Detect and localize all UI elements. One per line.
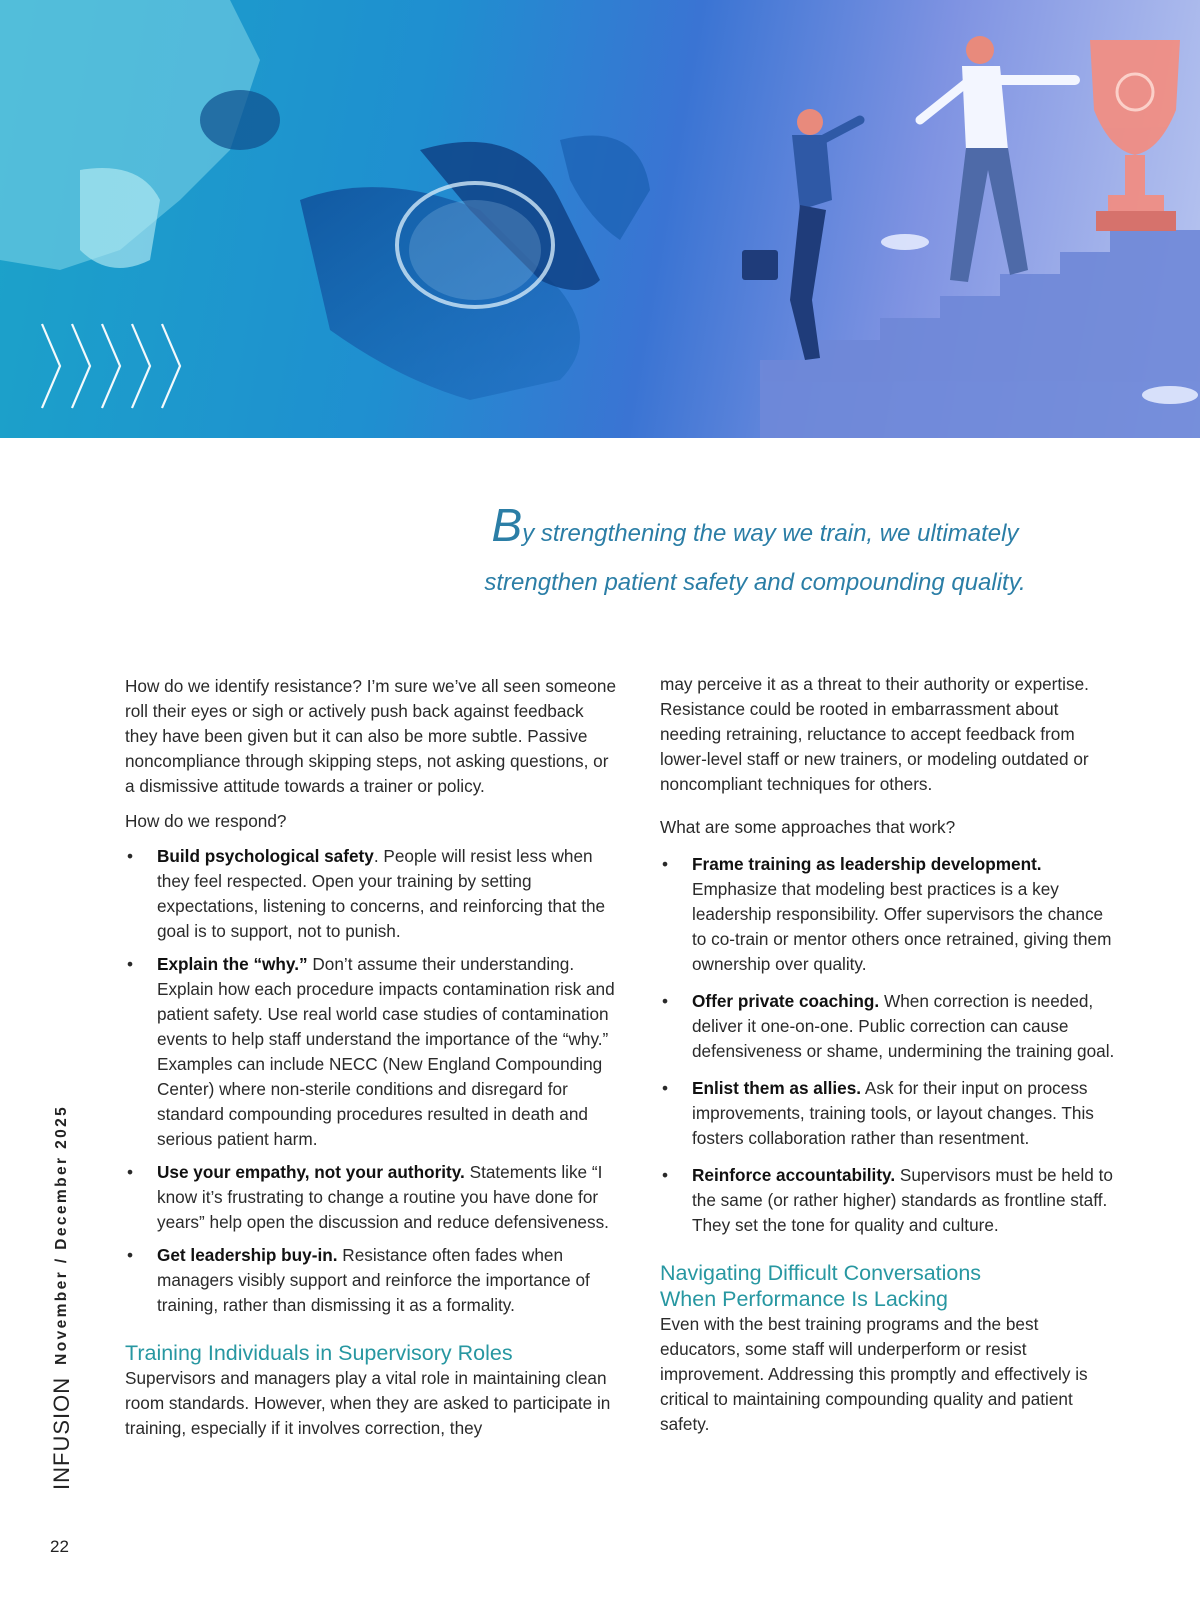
- vertical-issue-label: [47, 1104, 77, 1490]
- respond-bullet-list: [125, 844, 620, 1318]
- bullet-item: • Reinforce accountability. Supervisors must be held to the same (or rather higher) standards as frontline staff. They set the tone for quality and culture.: [662, 1165, 1113, 1235]
- bullet-item: • Use your empathy, not your authority. Statements like “I know it’s frustrating to change a routine you have done for years” help open the discussion and reduce defensiveness.: [127, 1162, 609, 1232]
- respond-paragraph: How do we respond?: [125, 811, 287, 831]
- pull-quote: [470, 499, 1040, 607]
- left-column: [125, 674, 620, 1451]
- page-number: 22: [50, 1537, 69, 1556]
- bullet-item: • Build psychological safety. People will resist less when they feel respected. Open your training by setting expectations, listening to concerns, and reinforcing that the goal is to support, not to punish.: [127, 846, 606, 941]
- hero-illustration: [0, 0, 1200, 438]
- staircase-icon: [760, 230, 1200, 438]
- issue-date: November / December 2025: [53, 1104, 70, 1365]
- intro-paragraph: How do we identify resistance? I’m sure we’ve all seen someone roll their eyes or sigh or actively push back against feedback they have been given but it can also be more subtle. Passive noncompliance through skipping steps, not asking questions, or a dismissive attitude towards a trainer or policy.: [125, 676, 617, 796]
- bullet-item: • Offer private coaching. When correction is needed, deliver it one-on-one. Public correction can cause defensiveness or shame, undermining the training goal.: [662, 991, 1115, 1061]
- approaches-bullet-list: [660, 852, 1120, 1238]
- section-heading: Training Individuals in Supervisory Roles: [125, 1341, 513, 1365]
- bullet-item: • Frame training as leadership development. Emphasize that modeling best practices is a key leadership responsibility. Offer supervisors the chance to co-train or mentor others once retrained, giving them ownership over quality.: [662, 854, 1112, 974]
- magazine-logo: INFUSION: [49, 1376, 74, 1490]
- bullet-item: • Enlist them as allies. Ask for their input on process improvements, training tools, or layout changes. This fosters collaboration rather than resentment.: [662, 1078, 1094, 1148]
- businessman-icon: [920, 36, 1075, 282]
- trophy-icon: [1090, 40, 1180, 231]
- continued-paragraph: may perceive it as a threat to their authority or expertise. Resistance could be rooted in embarrassment about needing retraining, reluctance to accept feedback from lower-level staff or new trainers, or modeling outdated or noncompliant techniques for others.: [660, 674, 1089, 794]
- approaches-paragraph: What are some approaches that work?: [660, 817, 956, 837]
- bullet-item: • Explain the “why.” Don’t assume their understanding. Explain how each procedure impacts contamination risk and patient safety. Use real world case studies of contamination events to help staff understand the importance of the “why.” Examples can include NECC (New England Compounding Center) where non-sterile conditions and disregard for standard compounding procedures resulted in death and serious patient harm.: [127, 954, 615, 1149]
- hero-image: [0, 0, 1200, 438]
- section-heading: Navigating Difficult Conversations When Performance Is Lacking: [660, 1261, 982, 1311]
- right-column: [660, 672, 1120, 1447]
- supervisory-paragraph: Supervisors and managers play a vital role in maintaining clean room standards. However, when they are asked to participate in training, especially if it involves correction, they: [125, 1368, 611, 1438]
- pull-quote-line-1: By strengthening the way we train, we ultimately: [491, 499, 1019, 551]
- pull-quote-line-2: strengthen patient safety and compounding quality.: [484, 569, 1026, 596]
- bullet-item: • Get leadership buy-in. Resistance often fades when managers visibly support and reinforce the importance of training, rather than dismissing it as a formality.: [127, 1245, 590, 1315]
- businesswoman-icon: [742, 109, 860, 360]
- drop-cap: B: [491, 499, 523, 551]
- difficult-conversations-paragraph: Even with the best training programs and the best educators, some staff will underperform or resist improvement. Addressing this promptly and effectively is critical to maintaining compounding quality and patient safety.: [660, 1314, 1088, 1434]
- chevron-arrows-icon: [42, 324, 180, 408]
